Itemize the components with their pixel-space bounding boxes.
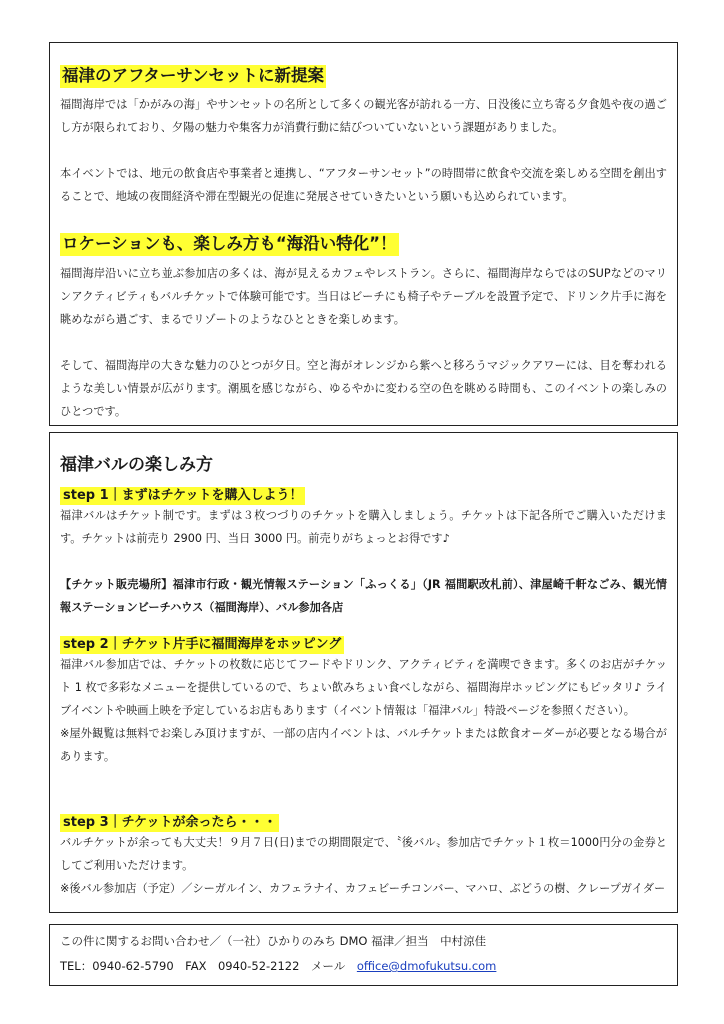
- heading-after-sunset: 福津のアフターサンセットに新提案: [60, 65, 326, 88]
- paragraph-event-aim: 本イベントでは、地元の飲食店や事業者と連携し、“アフターサンセット”の時間帯に飲食や交流を楽しめる空間を創出することで、地域の夜間経済や滞在型観光の促進に発展させていきたいという願いも込められています。: [60, 167, 667, 203]
- contact-phone-line: [50, 958, 496, 974]
- email-link[interactable]: office@dmofukutsu.com: [356, 959, 497, 973]
- step1-heading: step 1｜まずはチケットを購入しよう！: [60, 487, 305, 505]
- contact-box: [49, 924, 678, 986]
- paragraph-issue: 福間海岸では「かがみの海」やサンセットの名所として多くの観光客が訪れる一方、日没後に立ち寄る夕食処や夜の過ごし方が限られており、夕陽の魅力や集客力が消費行動に結びついていないという課題がありました。: [60, 98, 667, 134]
- section-title: 福津バルの楽しみ方: [60, 455, 213, 475]
- contact-line: この件に関するお問い合わせ／（一社）ひかりのみち DMO 福津／担当 中村涼佳: [60, 934, 487, 948]
- step2-note: ※屋外観覧は無料でお楽しみ頂けますが、一部の店内イベントは、バルチケットまたは飲食オーダーが必要となる場合があります。: [60, 727, 667, 763]
- ticket-sales-places: 【チケット販売場所】福津市行政・観光情報ステーション「ふっくる」（JR 福間駅改札前）、津屋崎千軒なごみ、観光情報ステーションビーチハウス（福間海岸）、バル参加各店: [60, 578, 667, 614]
- intro-box: [49, 42, 678, 426]
- step3-note: ※後バル参加店（予定）／シーガルイン、カフェラナイ、カフェビーチコンバー、マハロ、ぶどうの樹、クレープガイダー: [60, 882, 666, 895]
- heading-location: ロケーションも、楽しみ方も“海沿い特化”！: [60, 233, 399, 256]
- step2-text: 福津バル参加店では、チケットの枚数に応じてフードやドリンク、アクティビティを満喫できます。多くのお店がチケット 1 枚で多彩なメニューを提供しているので、ちょい飲みちょい食べしながら、福間海岸ホッピングにもピッタリ♪ ライブイベントや映画上映を予定しているお店もあります（イベント情報は「福津バル」特設ページを参照ください）。: [60, 658, 667, 717]
- step3-heading: step 3｜チケットが余ったら・・・: [60, 814, 279, 832]
- step1-text: 福津バルはチケット制です。まずは３枚つづりのチケットを購入しましょう。チケットは下記各所でご購入いただけます。チケットは前売り 2900 円、当日 3000 円。前売りがちょっとお得です♪: [60, 509, 667, 545]
- how-to-enjoy-box: [49, 432, 678, 913]
- phone-fax: TEL：0940-62-5790 FAX 0940-52-2122 メール: [60, 959, 346, 973]
- paragraph-location: 福間海岸沿いに立ち並ぶ参加店の多くは、海が見えるカフェやレストラン。さらに、福間海岸ならではのSUPなどのマリンアクティビティもバルチケットで体験可能です。当日はビーチにも椅子やテーブルを設置予定で、ドリンク片手に海を眺めながら過ごす、まるでリゾートのようなひとときを楽しめます。: [60, 267, 667, 326]
- step3-text: バルチケットが余っても大丈夫！９月７日(日)までの期間限定で、〝後バル〟参加店でチケット１枚＝1000円分の金券としてご利用いただけます。: [60, 836, 667, 872]
- step2-heading: step 2｜チケット片手に福間海岸をホッピング: [60, 636, 344, 654]
- paragraph-sunset: そして、福間海岸の大きな魅力のひとつが夕日。空と海がオレンジから紫へと移ろうマジックアワーには、目を奪われるような美しい情景が広がります。潮風を感じながら、ゆるやかに変わる空の色を眺める時間も、このイベントの楽しみのひとつです。: [60, 359, 667, 418]
